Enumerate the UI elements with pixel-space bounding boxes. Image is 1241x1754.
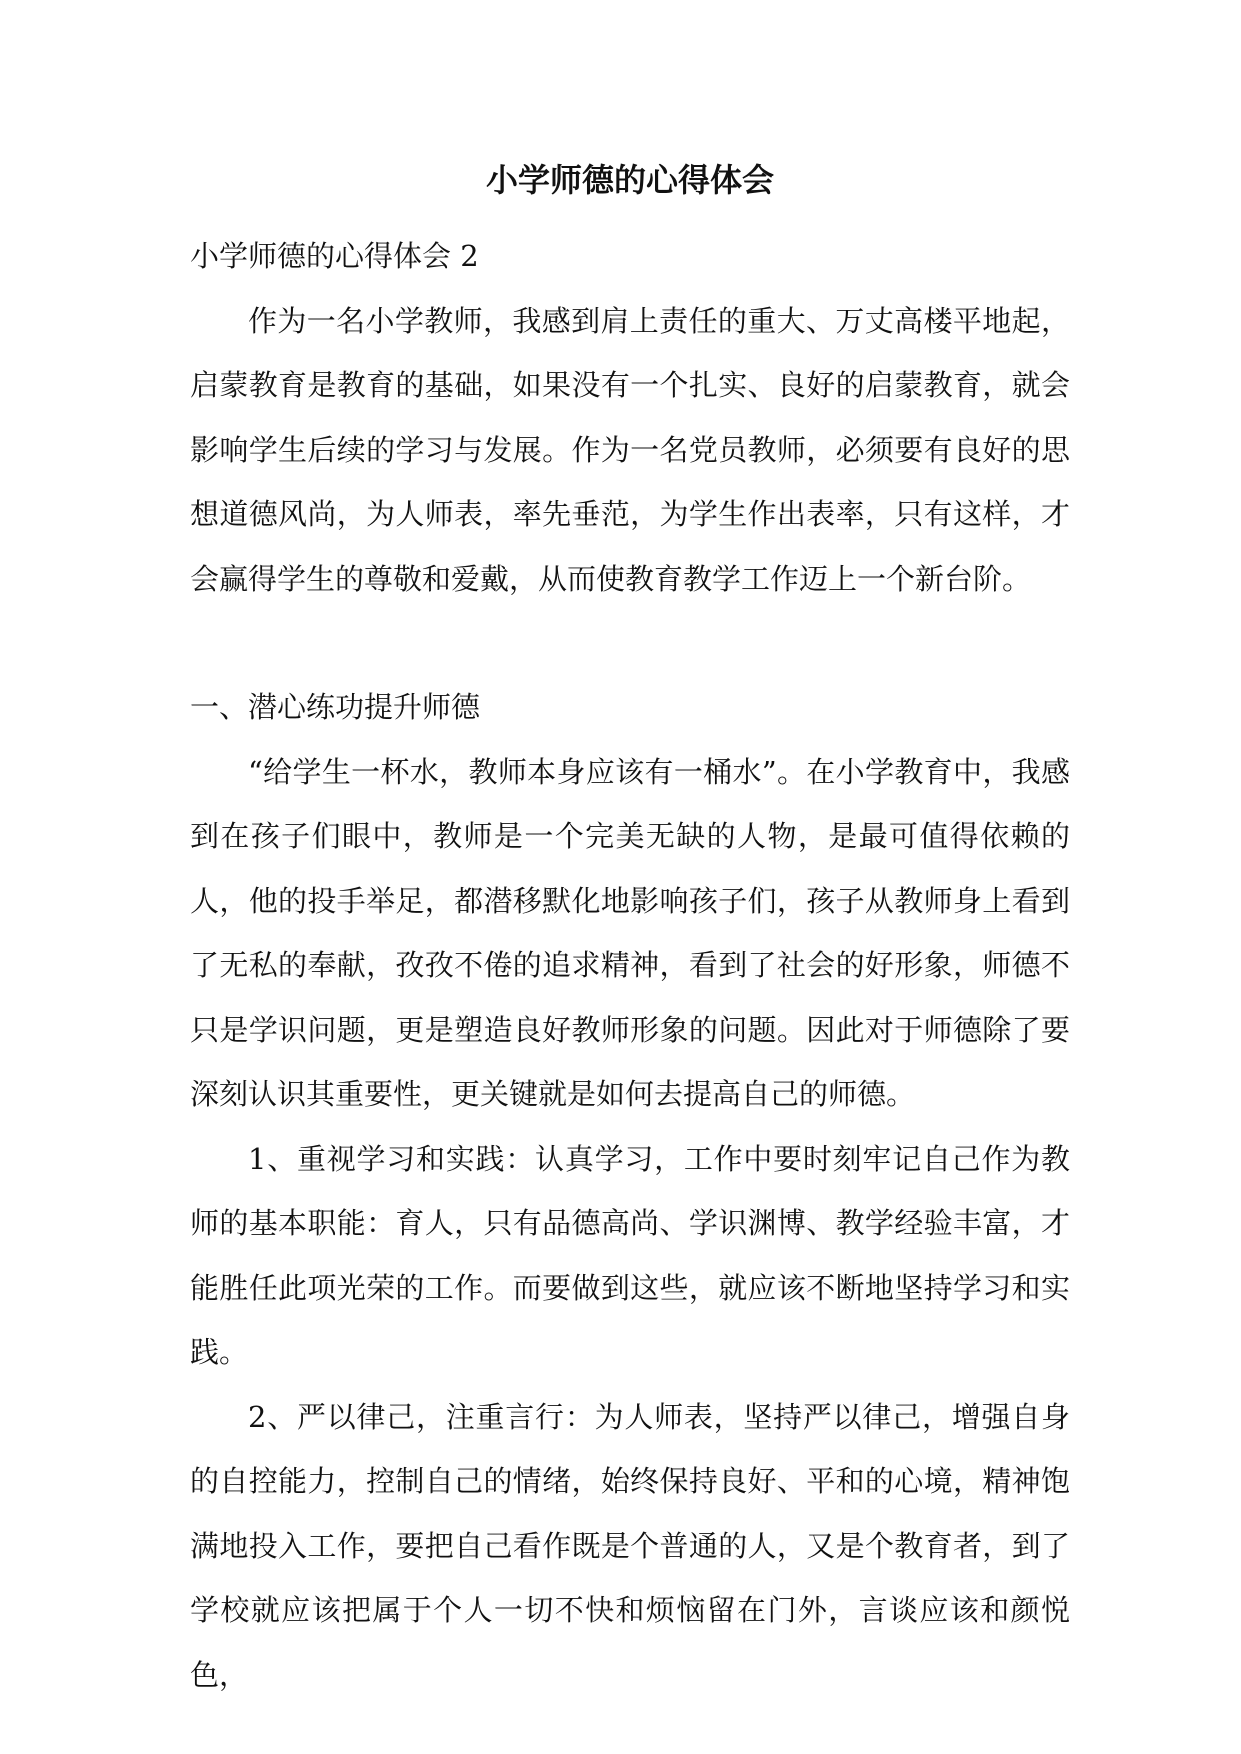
document-title: 小学师德的心得体会 [485,161,774,199]
document-body [190,160,1070,1707]
section-heading: 一、潜心练功提升师德 [190,690,481,724]
document-subtitle: 小学师德的心得体会 2 [190,239,479,273]
section-paragraph: “给学生一杯水，教师本身应该有一桶水”。在小学教育中，我感到在孩子们眼中，教师是一个完美无缺的人物，是最可值得依赖的人，他的投手举足，都潜移默化地影响孩子们，孩子从教师身上看到了无私的奉献，孜孜不倦的追求精神，看到了社会的好形象，师德不只是学识问题，更是塑造良好教师形象的问题。因此对于师德除了要深刻认识其重要性，更关键就是如何去提高自己的师德。 [190,754,1070,1111]
intro-paragraph: 作为一名小学教师，我感到肩上责任的重大、万丈高楼平地起，启蒙教育是教育的基础，如果没有一个扎实、良好的启蒙教育，就会影响学生后续的学习与发展。作为一名党员教师，必须要有良好的思想道德风尚，为人师表，率先垂范，为学生作出表率，只有这样，才会赢得学生的尊敬和爱戴，从而使教育教学工作迈上一个新台阶。 [190,303,1070,596]
list-item-2: 2、严以律己，注重言行：为人师表，坚持严以律己，增强自身的自控能力，控制自己的情绪，始终保持良好、平和的心境，精神饱满地投入工作，要把自己看作既是个普通的人，又是个教育者，到了学校就应该把属于个人一切不快和烦恼留在门外，言谈应该和颜悦色， [190,1399,1070,1692]
paragraph-gap [190,611,1070,675]
list-item-1: 1、重视学习和实践：认真学习，工作中要时刻牢记自己作为教师的基本职能：育人，只有品德高尚、学识渊博、教学经验丰富，才能胜任此项光荣的工作。而要做到这些，就应该不断地坚持学习和实践。 [190,1141,1070,1369]
